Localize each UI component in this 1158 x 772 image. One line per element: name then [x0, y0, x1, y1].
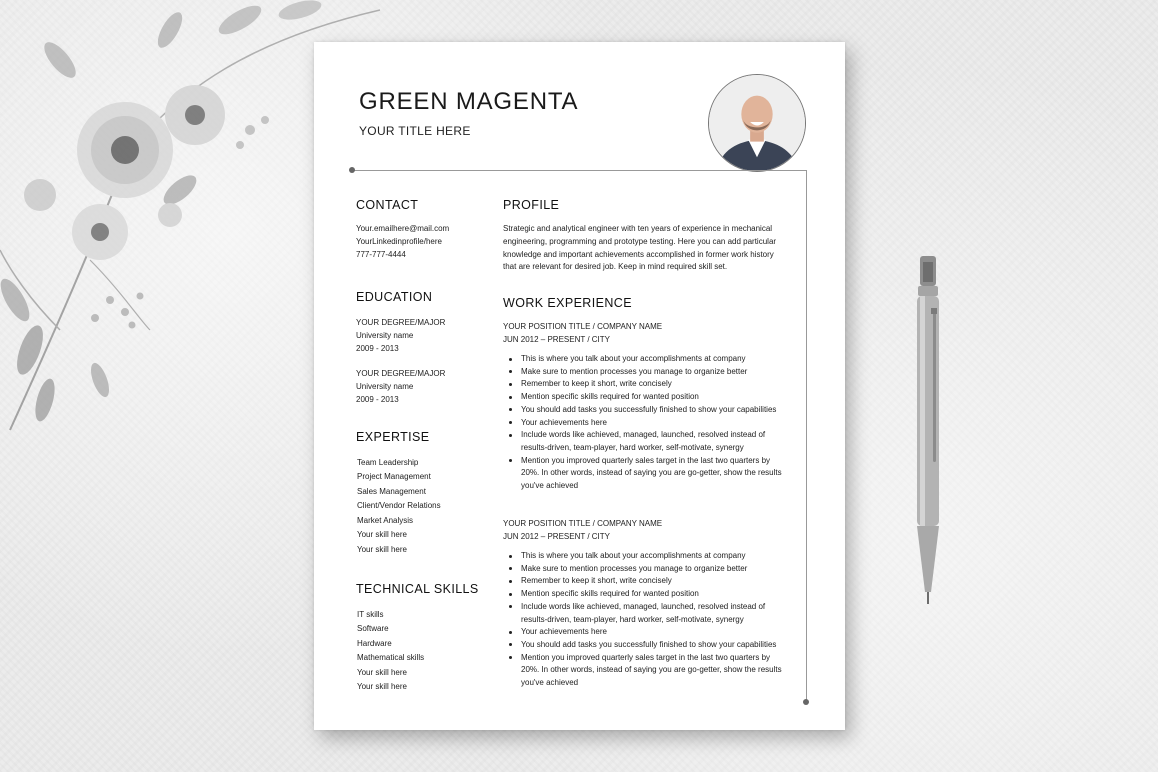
contact-email: Your.emailhere@mail.com: [356, 224, 450, 233]
pen-decoration: [908, 252, 954, 612]
technical-skill-item: Mathematical skills: [357, 653, 425, 662]
list-item: Mention you improved quarterly sales target in the last two quarters by 20%. In other words, instead of saying you are go-getter, show the results you've achieved: [503, 652, 788, 690]
job-dates: JUN 2012 – PRESENT / CITY: [503, 335, 610, 344]
list-item: Make sure to mention processes you manage to organize better: [503, 366, 788, 379]
contact-linkedin: YourLinkedinprofile/here: [356, 237, 442, 246]
divider-dot-left: [349, 167, 355, 173]
expertise-item: Project Management: [357, 472, 431, 481]
list-item: You should add tasks you successfully finished to show your capabilities: [503, 639, 788, 652]
list-item: Remember to keep it short, write concisely: [503, 575, 788, 588]
list-item: Your achievements here: [503, 626, 788, 639]
list-item: Mention specific skills required for wanted position: [503, 391, 788, 404]
list-item: Include words like achieved, managed, launched, resolved instead of results-driven, team-player, hard worker, self-motivate, synergy: [503, 601, 788, 626]
expertise-heading: EXPERTISE: [356, 430, 430, 444]
job-bullets: [503, 550, 788, 690]
technical-skill-item: Your skill here: [357, 668, 407, 677]
header-divider: [352, 170, 806, 171]
expertise-item: Client/Vendor Relations: [357, 501, 441, 510]
vertical-divider: [806, 170, 807, 703]
education-degree: YOUR DEGREE/MAJOR: [356, 318, 446, 327]
expertise-item: Your skill here: [357, 545, 407, 554]
list-item: This is where you talk about your accomplishments at company: [503, 550, 788, 563]
contact-phone: 777-777-4444: [356, 250, 406, 259]
job-bullets: [503, 353, 788, 493]
education-heading: EDUCATION: [356, 290, 433, 304]
expertise-item: Market Analysis: [357, 516, 414, 525]
technical-skill-item: Software: [357, 624, 389, 633]
job-dates: JUN 2012 – PRESENT / CITY: [503, 532, 610, 541]
profile-photo: [708, 74, 806, 172]
education-years: 2009 - 2013: [356, 395, 399, 404]
resume-page: [314, 42, 845, 730]
list-item: Mention specific skills required for wanted position: [503, 588, 788, 601]
resume-title: YOUR TITLE HERE: [359, 124, 471, 138]
work-experience-heading: WORK EXPERIENCE: [503, 296, 632, 310]
profile-heading: PROFILE: [503, 198, 560, 212]
job-position: YOUR POSITION TITLE / COMPANY NAME: [503, 519, 663, 528]
resume-name: GREEN MAGENTA: [359, 88, 579, 115]
technical-skill-item: Hardware: [357, 639, 392, 648]
contact-heading: CONTACT: [356, 198, 419, 212]
list-item: Remember to keep it short, write concisely: [503, 378, 788, 391]
education-years: 2009 - 2013: [356, 344, 399, 353]
technical-skills-heading: TECHNICAL SKILLS: [356, 582, 479, 596]
list-item: Mention you improved quarterly sales target in the last two quarters by 20%. In other words, instead of saying you are go-getter, show the results you've achieved: [503, 455, 788, 493]
education-school: University name: [356, 331, 414, 340]
profile-summary: Strategic and analytical engineer with ten years of experience in mechanical engineering, programming and prototype testing. Here you can add particular knowledge and important achievements accomplished in former work history that are relevant for desired job. Keep in mind required skill set.: [503, 224, 777, 272]
list-item: Make sure to mention processes you manage to organize better: [503, 563, 788, 576]
expertise-item: Team Leadership: [357, 458, 419, 467]
job-position: YOUR POSITION TITLE / COMPANY NAME: [503, 322, 663, 331]
technical-skill-item: Your skill here: [357, 682, 407, 691]
list-item: Include words like achieved, managed, launched, resolved instead of results-driven, team-player, hard worker, self-motivate, synergy: [503, 429, 788, 454]
list-item: You should add tasks you successfully finished to show your capabilities: [503, 404, 788, 417]
technical-skill-item: IT skills: [357, 610, 384, 619]
expertise-item: Sales Management: [357, 487, 426, 496]
education-degree: YOUR DEGREE/MAJOR: [356, 369, 446, 378]
divider-dot-bottom: [803, 699, 809, 705]
list-item: Your achievements here: [503, 417, 788, 430]
education-school: University name: [356, 382, 414, 391]
expertise-item: Your skill here: [357, 530, 407, 539]
list-item: This is where you talk about your accomplishments at company: [503, 353, 788, 366]
